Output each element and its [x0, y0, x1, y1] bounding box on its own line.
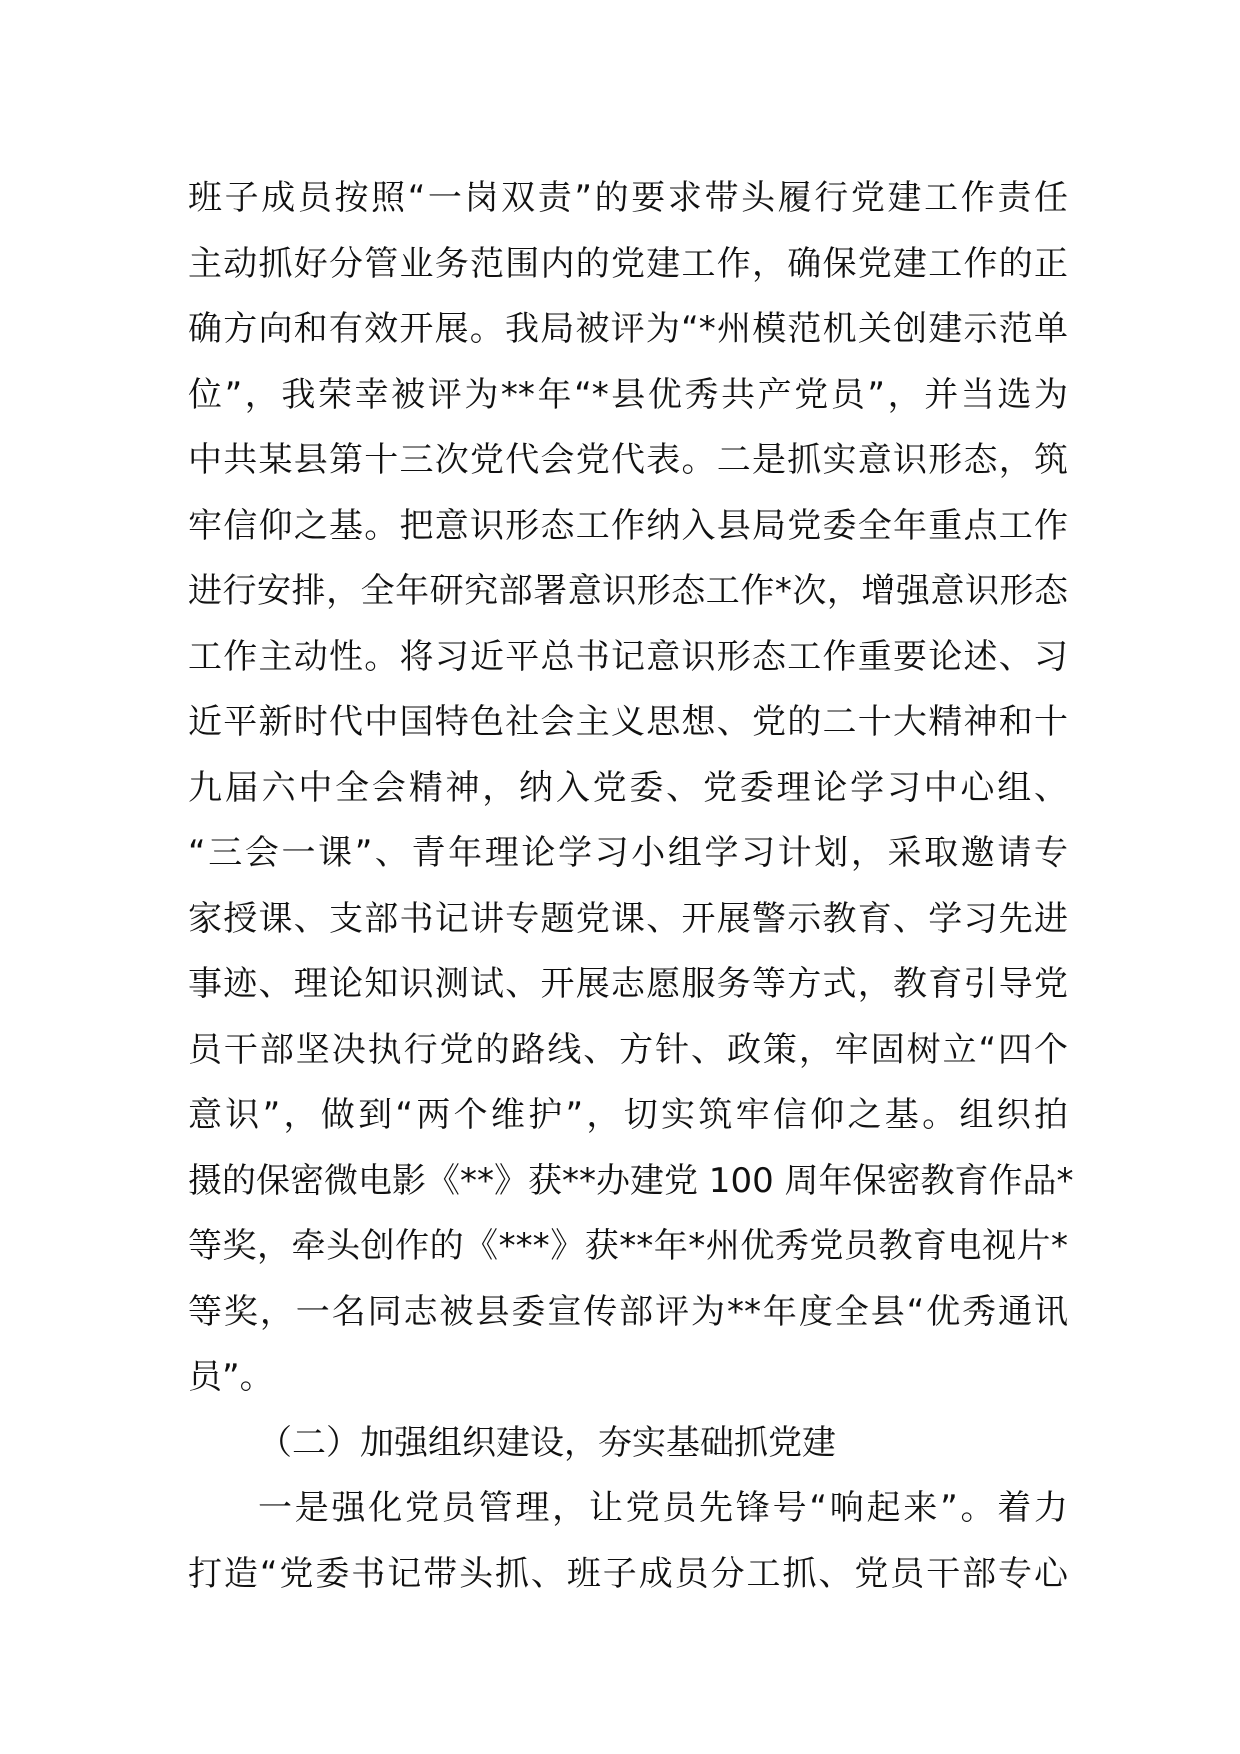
text-line: 位”，我荣幸被评为**年“*县优秀共产党员”，并当选为 — [188, 374, 1068, 415]
text-line: 员”。 — [188, 1357, 274, 1397]
text-line: 近平新时代中国特色社会主义思想、党的二十大精神和十 — [188, 702, 1068, 742]
section-heading: （二）加强组织建设，夯实基础抓党建 — [258, 1422, 836, 1463]
text-line: 主动抓好分管业务范围内的党建工作，确保党建工作的正 — [188, 243, 1068, 284]
text-line: 进行安排，全年研究部署意识形态工作*次，增强意识形态 — [188, 571, 1068, 611]
text-line: 打造“党委书记带头抓、班子成员分工抓、党员干部专心 — [188, 1553, 1068, 1594]
text-line: 中共某县第十三次党代会党代表。二是抓实意识形态，筑 — [188, 440, 1068, 480]
text-line: 事迹、理论知识测试、开展志愿服务等方式，教育引导党 — [188, 964, 1068, 1004]
text-line: 确方向和有效开展。我局被评为“*州模范机关创建示范单 — [188, 309, 1068, 349]
text-line: 家授课、支部书记讲专题党课、开展警示教育、学习先进 — [188, 898, 1068, 939]
text-line: 意识”，做到“两个维护”，切实筑牢信仰之基。组织拍 — [188, 1095, 1068, 1135]
text-line: “三会一课”、青年理论学习小组学习计划，采取邀请专 — [188, 833, 1068, 873]
body-text — [188, 166, 1074, 1607]
text-line: 摄的保密微电影《**》获**办建党 100 周年保密教育作品* — [188, 1160, 1074, 1201]
text-line: 工作主动性。将习近平总书记意识形态工作重要论述、习 — [188, 636, 1068, 677]
text-line: 员干部坚决执行党的路线、方针、政策，牢固树立“四个 — [188, 1029, 1068, 1070]
text-line: 九届六中全会精神，纳入党委、党委理论学习中心组、 — [188, 767, 1068, 808]
text-line: 等奖，一名同志被县委宣传部评为**年度全县“优秀通讯 — [188, 1291, 1068, 1332]
text-line: 牢信仰之基。把意识形态工作纳入县局党委全年重点工作 — [188, 505, 1068, 546]
text-line: 一是强化党员管理，让党员先锋号“响起来”。着力 — [258, 1488, 1068, 1528]
text-line: 班子成员按照“一岗双责”的要求带头履行党建工作责任 — [188, 178, 1068, 218]
text-line: 等奖，牵头创作的《***》获**年*州优秀党员教育电视片* — [188, 1226, 1068, 1266]
